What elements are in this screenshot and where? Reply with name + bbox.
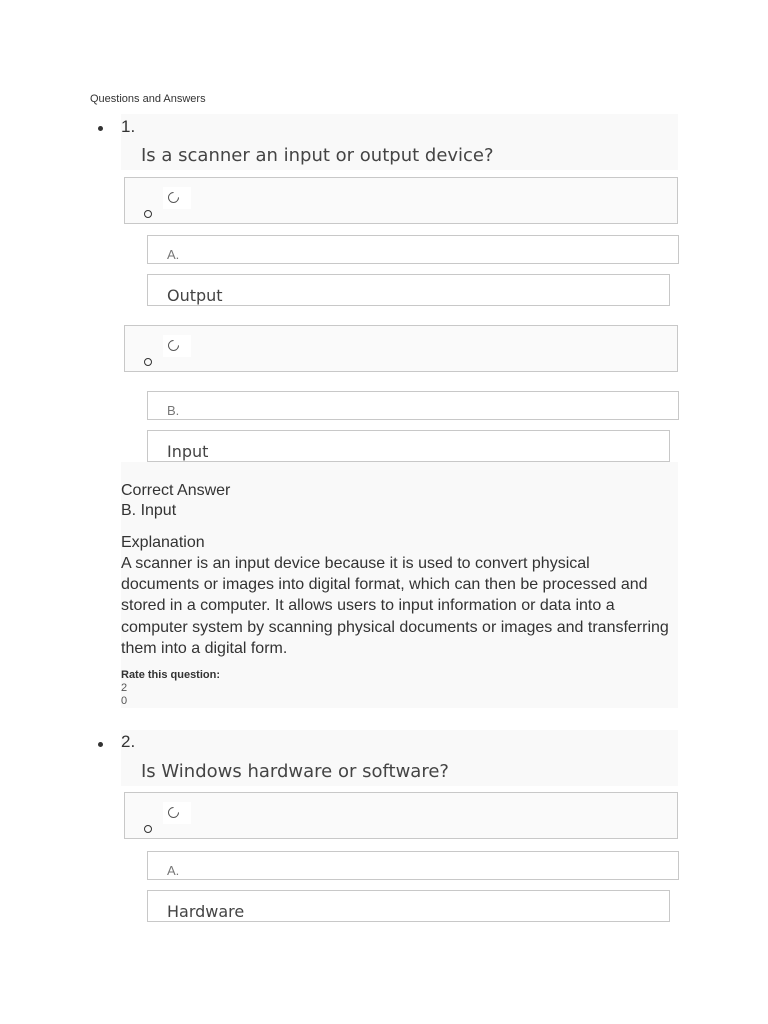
option-letter: B. xyxy=(167,403,180,418)
radio-button[interactable] xyxy=(163,335,191,357)
page-heading: Questions and Answers xyxy=(90,93,206,105)
answer-panel xyxy=(121,462,678,708)
radio-circle-icon xyxy=(166,338,182,354)
radio-circle-icon xyxy=(166,190,182,206)
list-bullet xyxy=(98,742,103,747)
option-letter: A. xyxy=(167,247,180,262)
option-letter: A. xyxy=(167,863,180,878)
correct-answer-value: B. Input xyxy=(121,502,177,519)
option-a-radio-row[interactable] xyxy=(124,177,678,224)
list-bullet xyxy=(98,126,103,131)
option-a-letter-box xyxy=(147,235,679,264)
explanation-label: Explanation xyxy=(121,534,205,551)
list-marker-icon xyxy=(144,210,152,218)
option-a-radio-row[interactable] xyxy=(124,792,678,839)
correct-answer-label: Correct Answer xyxy=(121,482,231,499)
option-text: Input xyxy=(167,442,209,461)
option-text: Output xyxy=(167,286,223,305)
list-marker-icon xyxy=(144,358,152,366)
option-a-letter-box xyxy=(147,851,679,880)
question-number: 2. xyxy=(121,732,136,751)
option-a-text-box[interactable] xyxy=(147,274,670,306)
rate-up-count[interactable]: 2 xyxy=(121,682,128,694)
list-marker-icon xyxy=(144,825,152,833)
option-b-text-box[interactable] xyxy=(147,430,670,462)
option-text: Hardware xyxy=(167,902,245,921)
explanation-text: A scanner is an input device because it is used to convert physical documents or images into digital format, which can then be processed and stored in a computer. It allows users to input information or data into a computer system by scanning physical documents or images and transferring them into a digital form. xyxy=(121,555,669,657)
question-text: Is Windows hardware or software? xyxy=(141,761,449,782)
option-b-letter-box xyxy=(147,391,679,420)
option-b-radio-row[interactable] xyxy=(124,325,678,372)
radio-circle-icon xyxy=(166,805,182,821)
radio-button[interactable] xyxy=(163,187,191,209)
rate-down-count[interactable]: 0 xyxy=(121,695,128,707)
rate-question-label: Rate this question: xyxy=(121,669,221,681)
question-text: Is a scanner an input or output device? xyxy=(141,145,494,166)
option-a-text-box[interactable] xyxy=(147,890,670,922)
radio-button[interactable] xyxy=(163,802,191,824)
question-number: 1. xyxy=(121,117,136,136)
